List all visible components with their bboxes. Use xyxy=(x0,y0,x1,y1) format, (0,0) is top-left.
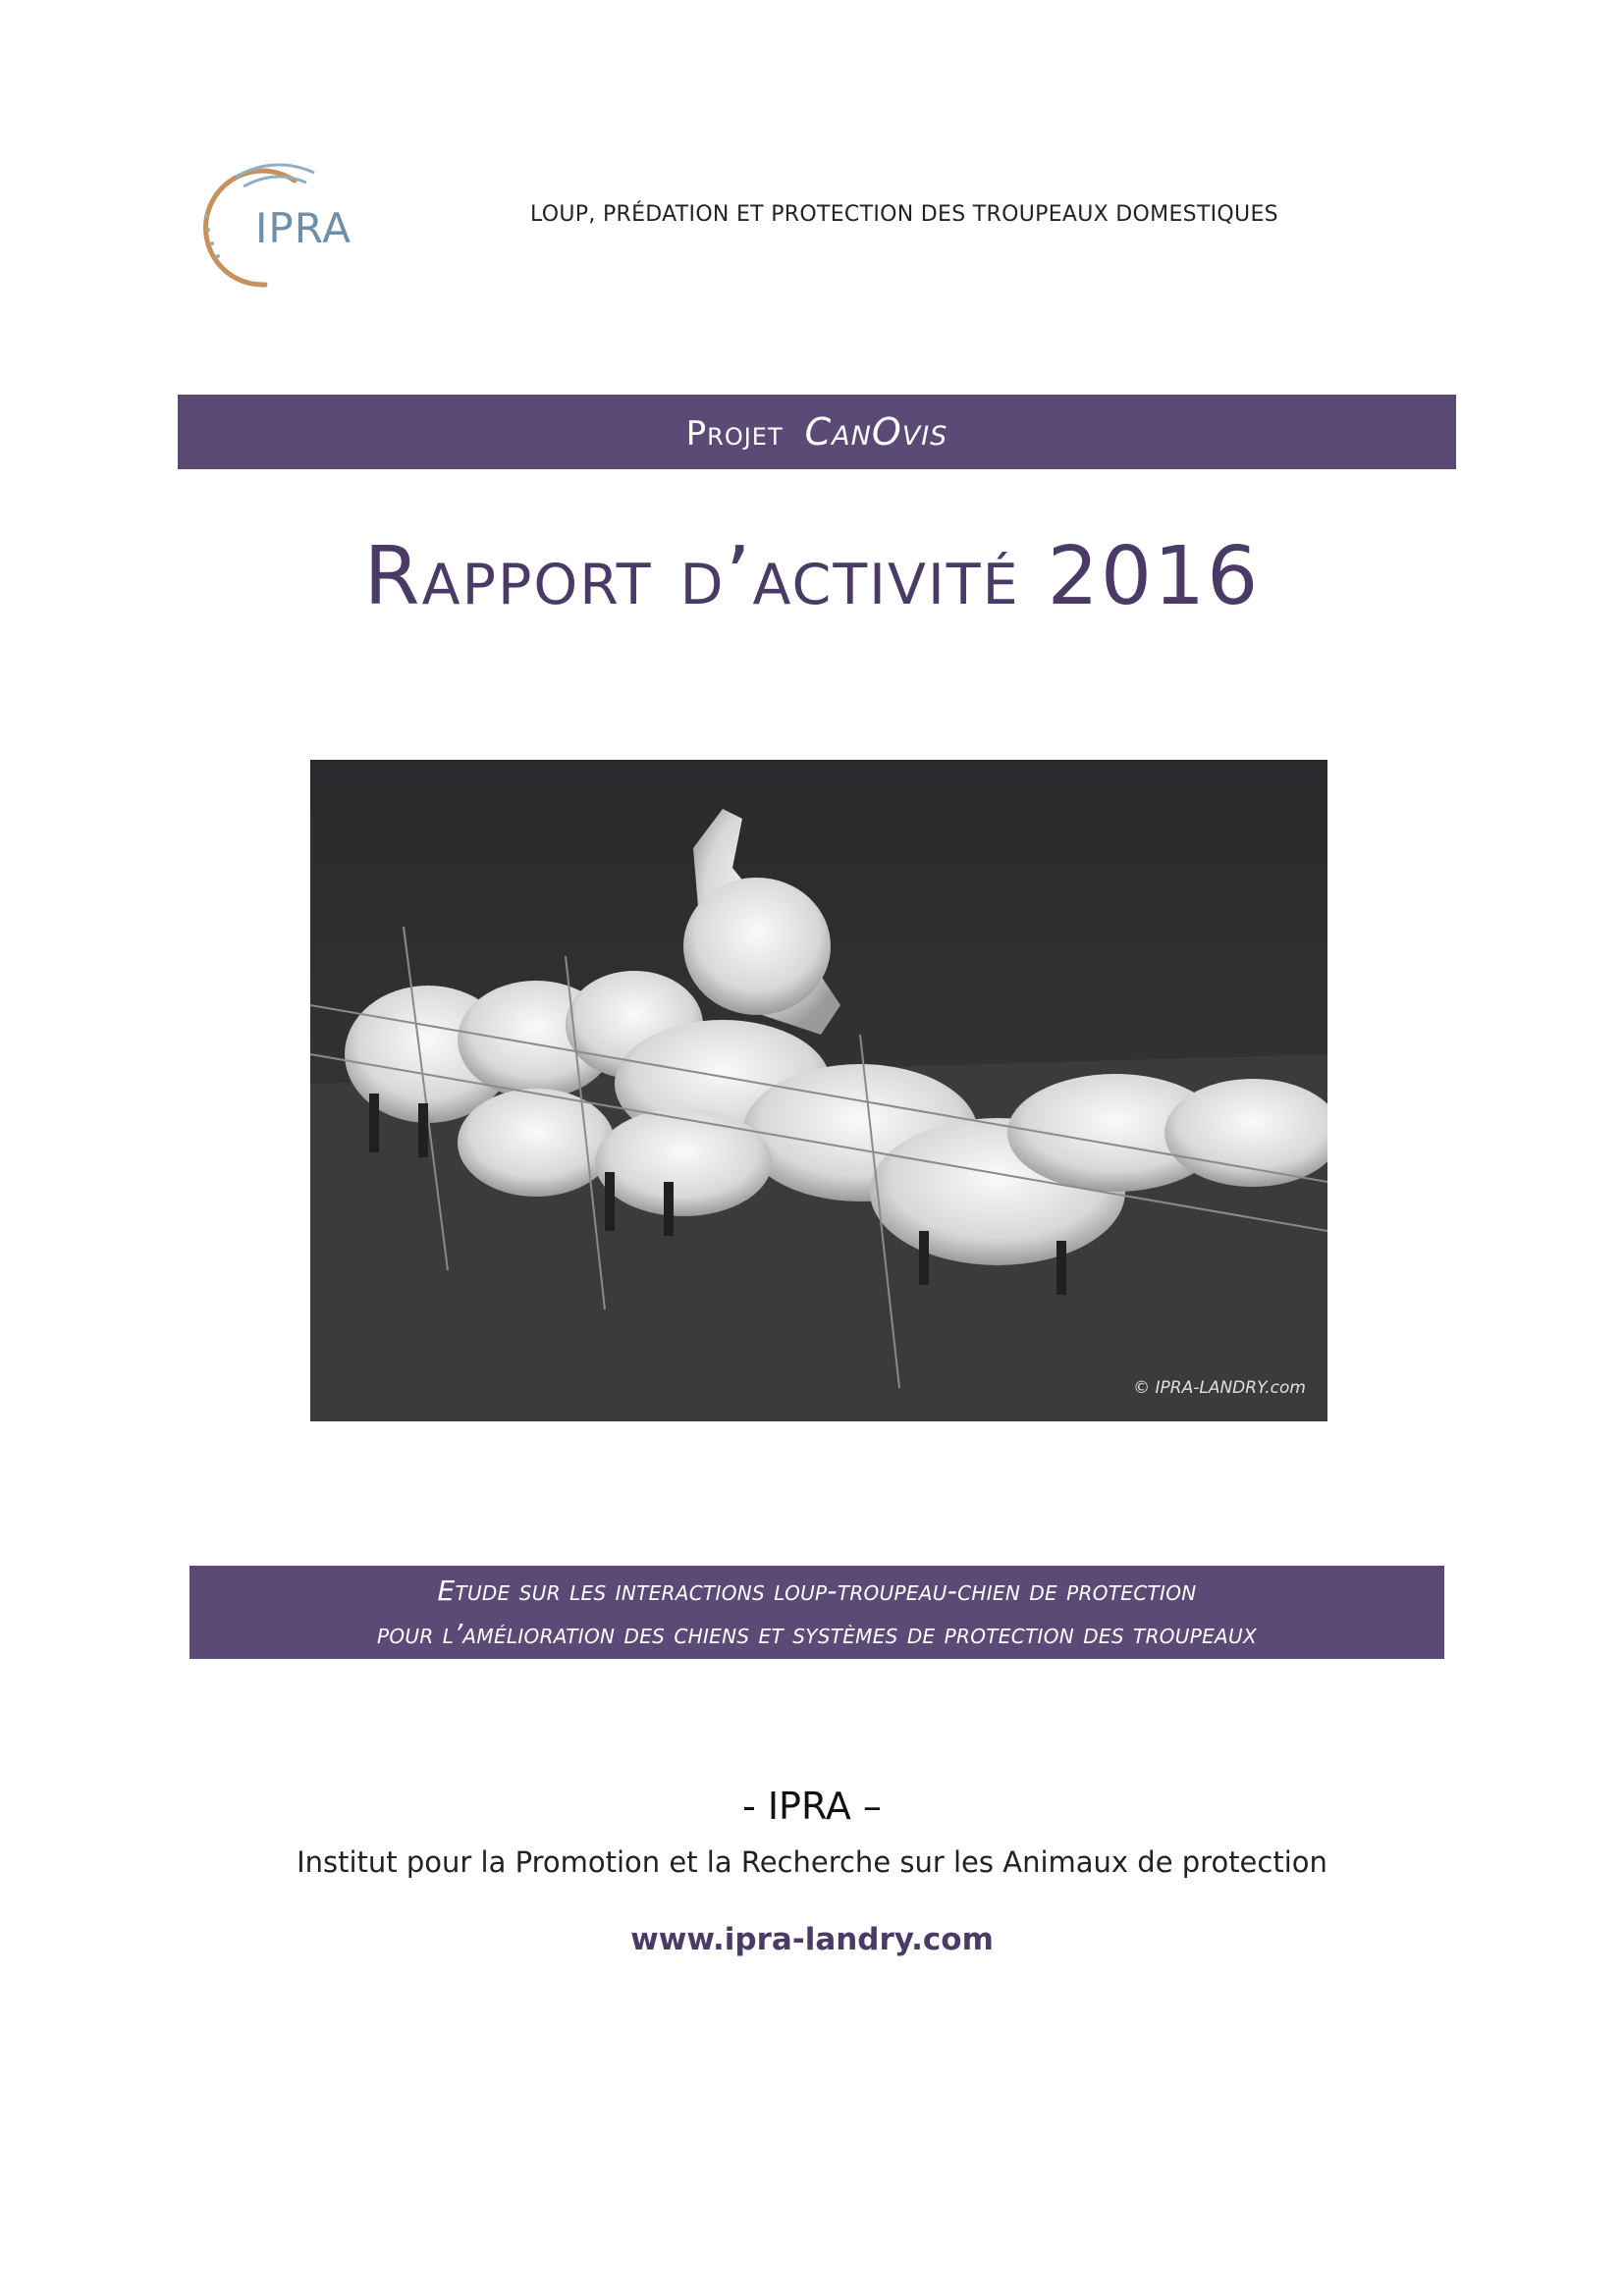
project-prefix: Projet xyxy=(685,414,784,454)
ipra-logo xyxy=(196,147,383,294)
org-short-name: - IPRA – xyxy=(742,1785,882,1828)
header-tagline: LOUP, PRÉDATION ET PROTECTION DES TROUPEAUX DOMESTIQUES xyxy=(530,202,1278,227)
photo-credit: © IPRA-LANDRY.com xyxy=(1133,1378,1306,1398)
org-website-link[interactable]: www.ipra-landry.com xyxy=(630,1922,994,1957)
subtitle-line-2: pour l’amélioration des chiens et systèmes de protection des troupeaux xyxy=(377,1618,1257,1650)
cover-photo xyxy=(310,760,1327,1421)
sheep-flock-image xyxy=(310,760,1327,1421)
page-title: Rapport d’activité 2016 xyxy=(363,530,1261,623)
subtitle-band xyxy=(189,1566,1444,1659)
project-band xyxy=(178,395,1456,469)
logo-text: IPRA xyxy=(255,204,352,252)
project-name: CanOvis xyxy=(804,410,948,454)
subtitle-line-1: Etude sur les interactions loup-troupeau-chien de protection xyxy=(437,1575,1197,1607)
project-label xyxy=(178,395,1456,471)
org-full-name: Institut pour la Promotion et la Recherche sur les Animaux de protection xyxy=(297,1845,1327,1879)
